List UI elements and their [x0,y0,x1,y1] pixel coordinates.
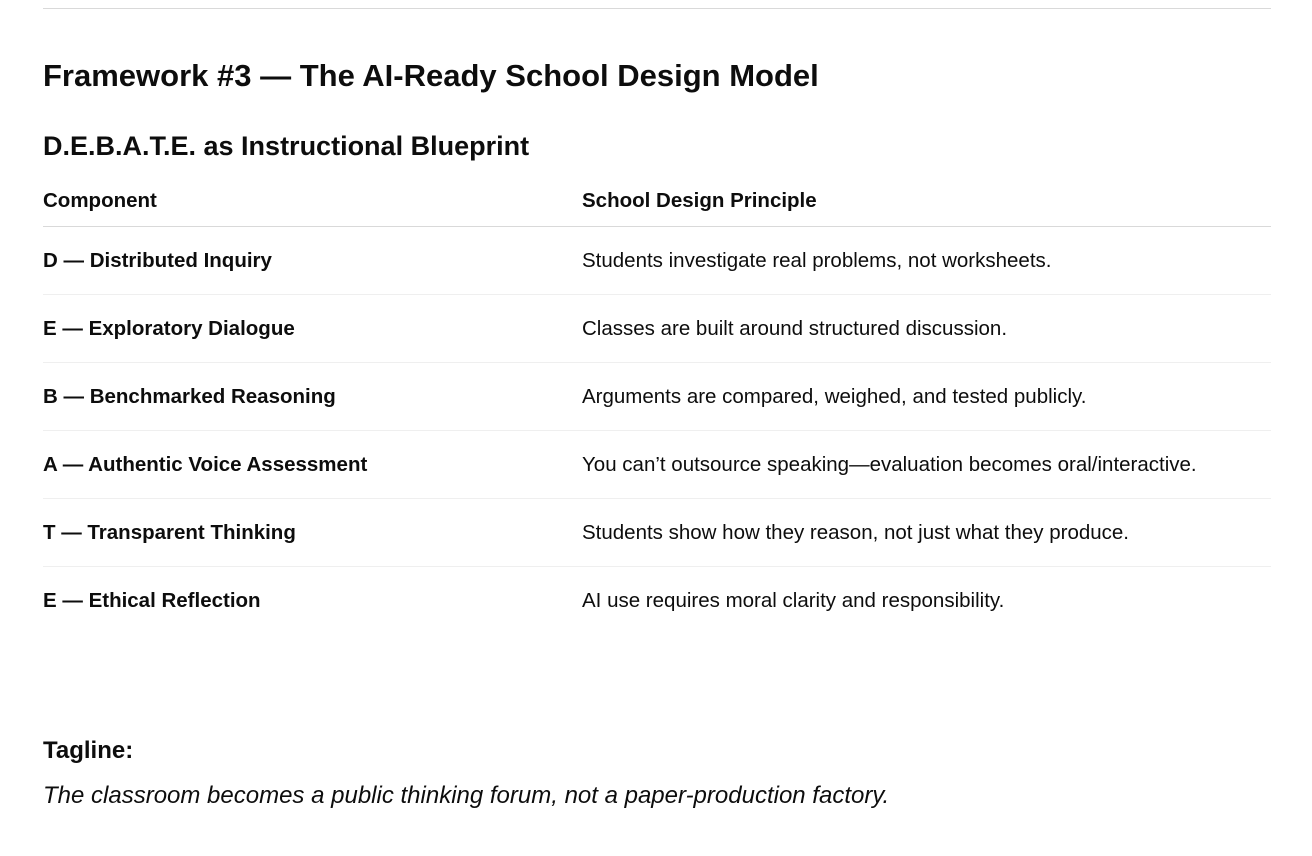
table-row [43,363,1271,431]
top-divider [43,8,1271,9]
tagline-text: The classroom becomes a public thinking forum, not a paper-production factory. [43,782,890,809]
principle-cell: Arguments are compared, weighed, and tested publicly. [582,363,1271,431]
component-cell: A — Authentic Voice Assessment [43,431,582,499]
principle-cell: Students show how they reason, not just what they produce. [582,499,1271,567]
table-row [43,227,1271,295]
column-header-principle: School Design Principle [582,180,1271,227]
component-cell: E — Exploratory Dialogue [43,295,582,363]
component-cell: E — Ethical Reflection [43,589,261,612]
principle-cell: Classes are built around structured discussion. [582,295,1271,363]
table-row [43,499,1271,567]
blueprint-table [43,180,1271,634]
page-title: Framework #3 — The AI-Ready School Design Model [43,58,819,93]
section-subtitle: D.E.B.A.T.E. as Instructional Blueprint [43,131,530,161]
principle-cell: You can’t outsource speaking—evaluation becomes oral/interactive. [582,431,1271,499]
table-header-row [43,180,1271,227]
component-cell: T — Transparent Thinking [43,499,582,567]
table-row [43,431,1271,499]
component-cell: B — Benchmarked Reasoning [43,363,582,431]
principle-cell: Students investigate real problems, not worksheets. [582,227,1271,295]
table-row [43,567,1271,635]
component-cell: D — Distributed Inquiry [43,227,582,295]
principle-cell: AI use requires moral clarity and responsibility. [582,589,1005,612]
column-header-component: Component [43,180,582,227]
table-row [43,295,1271,363]
tagline-label: Tagline: [43,737,134,764]
